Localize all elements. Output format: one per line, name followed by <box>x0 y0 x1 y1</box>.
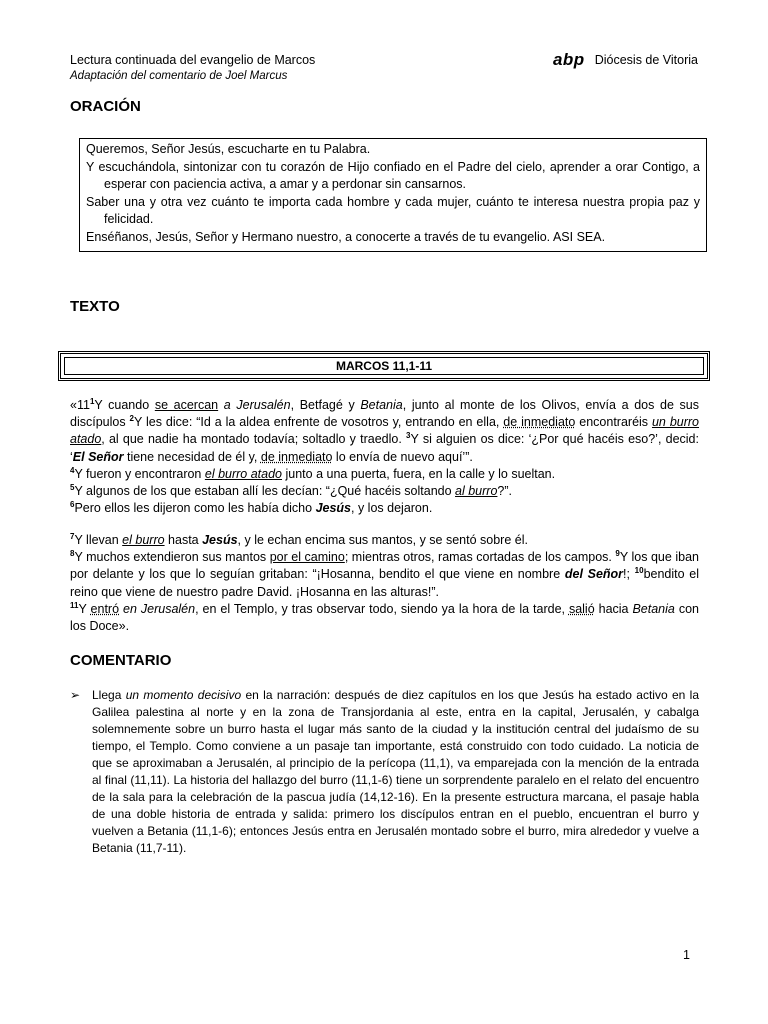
text-run: al burro <box>455 484 498 499</box>
text-run: Y algunos de los que estaban allí les decían: “¿Qué hacéis soltando <box>74 484 456 499</box>
text-run: Y <box>78 601 91 616</box>
text-run: del Señor <box>564 567 624 582</box>
text-run: , junto al monte de los Olivos, envía a dos de sus discípulos <box>70 398 699 430</box>
text-run: Y los que iban por delante y los que lo seguían gritaban: “¡Hosanna, bendito el que viene en nombre <box>70 550 699 582</box>
text-run: Y muchos extendieron sus mantos <box>74 550 270 565</box>
text-run: el burro <box>122 533 165 547</box>
verse-number: 9 <box>615 549 620 559</box>
arrow-bullet-icon: ➢ <box>70 688 81 702</box>
text-run: !; <box>623 567 635 582</box>
verse-number: 11 <box>70 600 79 610</box>
text-run: hacia <box>594 601 633 616</box>
text-run: Y les dice: “Id a la aldea enfrente de vosotros y, entrando en ella, <box>133 415 504 430</box>
text-run: «11 <box>70 398 90 412</box>
text-run: Y cuando <box>94 398 155 412</box>
text-run: de inmediato <box>260 449 333 464</box>
oracion-heading: ORACIÓN <box>70 98 141 115</box>
text-run: un burro atado <box>70 415 699 447</box>
passage-reference: MARCOS 11,1-11 <box>335 359 433 373</box>
commentary-text <box>92 687 699 857</box>
text-run: Betania <box>360 398 403 412</box>
text-run: , y le echan encima sus mantos, y se sentó sobre él. <box>237 533 528 547</box>
verse-4 <box>70 466 699 483</box>
text-run: entró <box>90 601 120 616</box>
prayer-line: Enséñanos, Jesús, Señor y Hermano nuestro, a conocerte a través de tu evangelio. ASI SEA. <box>86 229 606 244</box>
text-run: hasta <box>164 533 203 547</box>
text-run: , al que nadie ha montado todavía; soltadlo y traedlo. <box>101 432 407 447</box>
verses-8-10 <box>70 549 699 601</box>
text-run: Y fueron y encontraron <box>74 466 205 481</box>
texto-heading: TEXTO <box>70 298 120 315</box>
text-run: , en el Templo, y tras observar todo, siendo ya la hora de la tarde, <box>195 601 569 616</box>
document-subtitle: Adaptación del comentario de Joel Marcus <box>70 70 288 82</box>
text-run: El Señor <box>72 449 124 464</box>
text-run: de inmediato <box>503 415 576 430</box>
text-run: el burro atado <box>204 466 283 481</box>
text-run: , y los dejaron. <box>351 501 433 516</box>
comentario-heading: COMENTARIO <box>70 652 172 669</box>
prayer-line: Queremos, Señor Jesús, escucharte en tu Palabra. <box>86 142 371 156</box>
abp-logo: abp <box>552 50 585 69</box>
gospel-text-1 <box>70 397 699 517</box>
text-run: Pero ellos les dijeron como les había dicho <box>74 501 316 516</box>
text-run: tiene necesidad de él y, <box>123 449 261 464</box>
verse-number: 4 <box>70 465 75 475</box>
verses-1-3 <box>70 397 699 466</box>
text-run: por el camino <box>269 550 345 565</box>
page-number: 1 <box>683 948 690 962</box>
verse-11 <box>70 601 699 635</box>
text-run: Y si alguien os dice: ‘¿Por qué hacéis eso?’, decid: ‘ <box>70 432 699 464</box>
text-run: ?”. <box>497 484 513 499</box>
header-right <box>553 50 698 70</box>
passage-box <box>58 351 710 381</box>
verse-number: 3 <box>406 431 411 441</box>
text-run: encontraréis <box>575 415 652 430</box>
verse-number: 5 <box>70 482 75 492</box>
gospel-text-2 <box>70 532 699 635</box>
text-run: Jesús <box>202 533 238 547</box>
text-run: lo envía de nuevo aquí’”. <box>332 449 473 464</box>
prayer-line: Saber una y otra vez cuánto te importa cada hombre y cada mujer, cuánto te interesa nuestra propia paz y felicidad. <box>86 194 700 227</box>
verse-number: 10 <box>634 566 644 576</box>
verse-number: 6 <box>70 500 75 510</box>
text-run: bendito el reino que viene de nuestro padre David. ¡Hosanna en las alturas!”. <box>70 567 699 599</box>
text-run: Betania <box>632 601 675 616</box>
verse-number: 2 <box>129 414 134 424</box>
diocese-name: Diócesis de Vitoria <box>594 53 698 67</box>
text-run: Jesús <box>315 501 352 516</box>
verse-number: 7 <box>70 531 75 541</box>
verse-number: 1 <box>89 396 95 406</box>
text-run: salió <box>568 601 595 616</box>
text-run: junto a una puerta, fuera, en la calle y lo sueltan. <box>282 466 556 481</box>
prayer-line: Y escuchándola, sintonizar con tu corazón de Hijo confiado en el Padre del cielo, aprender a orar Contigo, a esperar con paciencia activa, a amar y a perdonar sin cansarnos. <box>86 159 700 192</box>
text-run: en Jerusalén <box>123 601 196 616</box>
verse-number: 8 <box>70 549 75 559</box>
commentary-item <box>70 687 699 857</box>
text-run: , Betfagé y <box>290 398 361 412</box>
text-run: en la narración: después de diez capítulos en los que Jesús ha estado activo en la Galilea palestina al norte y en la zona de Transjordania al este, entra en la capital, Jerusalén, y cabalga solemnemente sobre un burro hasta el lugar más santo de la ciudad y la institución central del judaísmo de su tiempo, el Templo. Como conviene a un pasaje tan importante, está construido con todo cuidado. La noticia de que se aproximaban a Jerusalén, al principio de la perícopa (11,1), va emparejada con la mención de la entrada al final (11,11). La historia del hallazgo del burro (11,1-6) tiene un sorprendente paralelo en el relato del encuentro de la sala para la celebración de la pascua judía (14,12-16). En la presente estructura marcana, el pasaje habla de una doble historia de entrada y salida: primero los discípulos entran en el pueblo, encuentran el burro y vuelven a Betania (11,1-6); entonces Jesús entra en Jerusalén montado sobre el burro, mira alrededor y vuelve a Betania (11,7-11). <box>92 688 699 855</box>
text-run: con los Doce». <box>70 601 699 634</box>
document-title: Lectura continuada del evangelio de Marcos <box>70 53 316 67</box>
text-run: Llega <box>92 688 126 702</box>
text-run: Y llevan <box>74 533 123 547</box>
text-run: se acercan <box>154 398 219 412</box>
verse-5 <box>70 483 699 500</box>
verse-7 <box>70 532 699 549</box>
text-run: un momento decisivo <box>125 688 242 702</box>
header-left <box>70 52 315 84</box>
prayer-box <box>79 138 707 252</box>
verse-6 <box>70 500 699 517</box>
text-run: ; mientras otros, ramas cortadas de los campos. <box>344 550 616 565</box>
text-run: a Jerusalén <box>223 398 291 412</box>
